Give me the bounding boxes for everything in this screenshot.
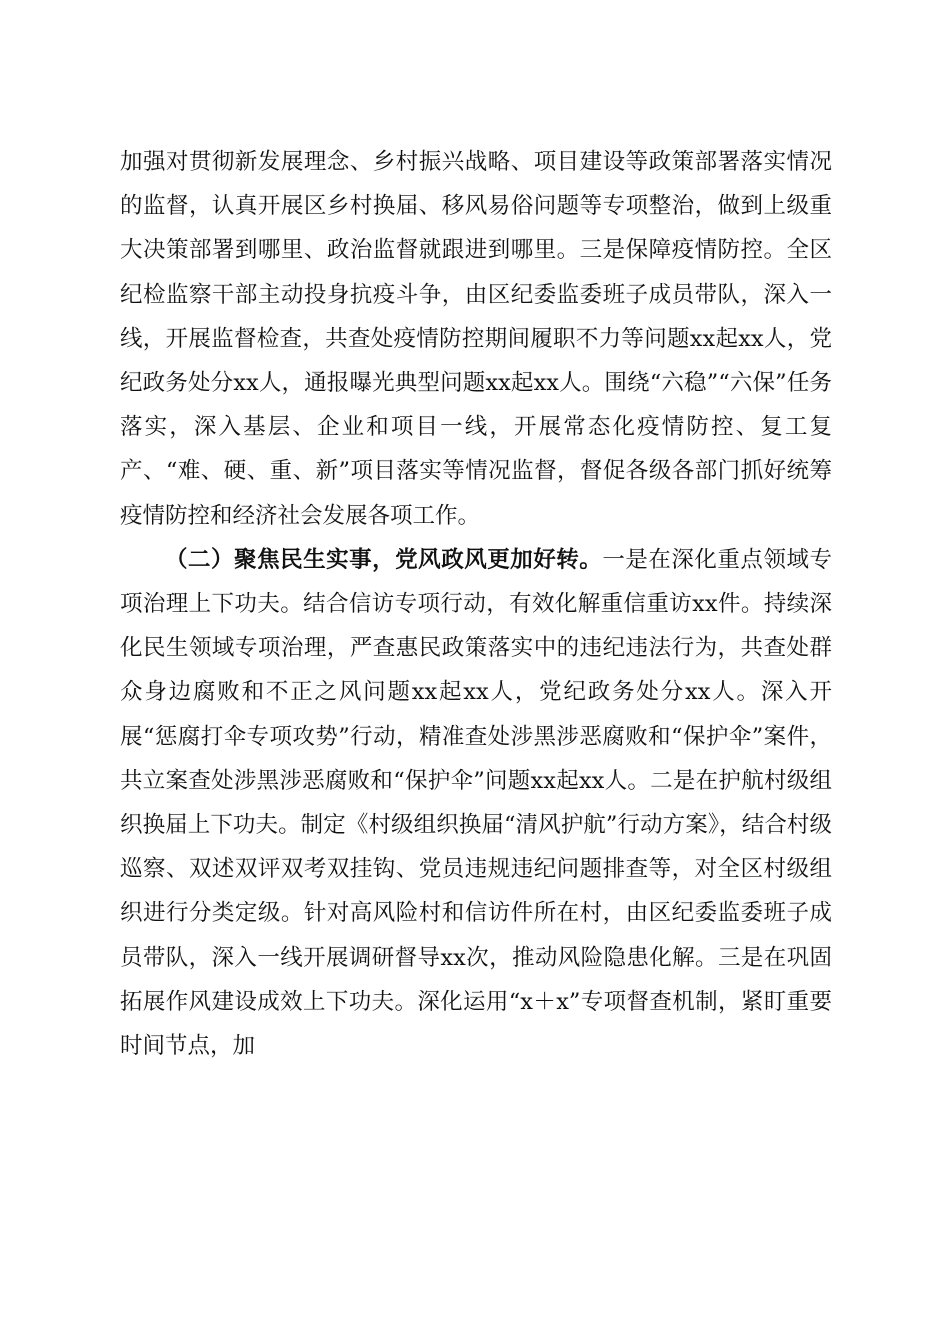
paragraph-continued <box>120 140 832 538</box>
paragraph-section-two <box>120 538 832 1068</box>
section-heading: （二）聚焦民生实事，党风政风更加好转。 <box>165 546 603 573</box>
paragraph-text: 一是在深化重点领域专项治理上下功夫。结合信访专项行动，有效化解重信重访xx件。持续深化民生领域专项治理，严查惠民政策落实中的违纪违法行为，共查处群众身边腐败和不正之风问题xx起xx人，党纪政务处分xx人。深入开展“惩腐打伞专项攻势”行动，精准查处涉黑涉恶腐败和“保护伞”案件，共立案查处涉黑涉恶腐败和“保护伞”问题xx起xx人。二是在护航村级组织换届上下功夫。制定《村级组织换届“清风护航”行动方案》，结合村级巡察、双述双评双考双挂钩、党员违规违纪问题排查等，对全区村级组织进行分类定级。针对高风险村和信访件所在村，由区纪委监委班子成员带队，深入一线开展调研督导xx次，推动风险隐患化解。三是在巩固拓展作风建设成效上下功夫。深化运用“x＋x”专项督查机制，紧盯重要时间节点，加 <box>120 546 832 1060</box>
paragraph-text: 加强对贯彻新发展理念、乡村振兴战略、项目建设等政策部署落实情况的监督，认真开展区乡村换届、移风易俗问题等专项整治，做到上级重大决策部署到哪里、政治监督就跟进到哪里。三是保障疫情防控。全区纪检监察干部主动投身抗疫斗争，由区纪委监委班子成员带队，深入一线，开展监督检查，共查处疫情防控期间履职不力等问题xx起xx人，党纪政务处分xx人，通报曝光典型问题xx起xx人。围绕“六稳”“六保”任务落实，深入基层、企业和项目一线，开展常态化疫情防控、复工复产、“难、硬、重、新”项目落实等情况监督，督促各级各部门抓好统筹疫情防控和经济社会发展各项工作。 <box>120 149 832 529</box>
document-body <box>120 140 832 1068</box>
